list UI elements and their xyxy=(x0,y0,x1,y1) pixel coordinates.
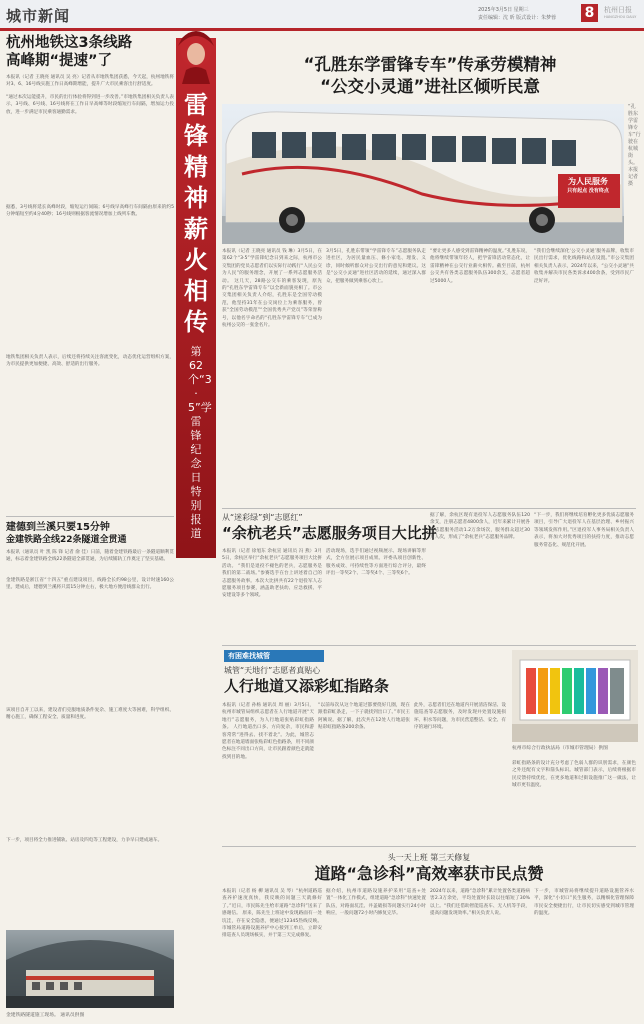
veteran-col-1-text: “我们是退役不褪色的老兵，志愿服务是我们的第二战场。”参赛选手在台上讲述着自己的志愿服务故事。本次大比拼共有22个退役军人志愿服务项目参赛，涵盖助老扶幼、应急救援、平安建设等多个领域。 xyxy=(222,563,322,599)
paper-name-cn: 杭州日报 xyxy=(604,6,632,14)
veteran-col-3: 据了解，余杭区现有退役军人志愿服务队伍120余支，注册志愿者4800余人，近年来累计开展各类志愿服务活动1.2万余场次，服务群众超过30万人次，形成了“余杭老兵”志愿服务品牌。 xyxy=(430,513,530,541)
veteran-byline: 本报讯（记者 徐旭东 余杭宣 通讯员 冯 燕）3月5日，余杭区举行“余杭老兵”志愿服务项目大比拼活动。 xyxy=(222,549,322,569)
rainbow-col-1-text: 人行地道出口多、方向复杂，市民和游客常常“进得去、找不着北”。为此，城管志愿者在地道墙面张贴彩虹色指路条，用不同颜色标注不同出口方向，让市民跟着颜色走就能找到目的地。 xyxy=(222,725,314,760)
banner-char: 相 xyxy=(184,277,208,305)
veteran-title: “余杭老兵”志愿服务项目大比拼 xyxy=(222,524,437,542)
banner-subtitle: 第62个“3·5”学雷锋纪念日特别报道 xyxy=(188,345,212,540)
rainbow-title: 人行地道又添彩虹指路条 xyxy=(224,677,390,695)
railway-headline-2: 金建铁路全线22条隧道全贯通 xyxy=(6,535,127,545)
bus-photo xyxy=(222,104,624,244)
divider xyxy=(222,846,636,847)
railway-article xyxy=(6,521,174,897)
subway-paragraph-1: “通过本次运能提升，市民的出行体验将得到进一步改善。”市地铁集团相关负责人表示，3号线、6号线、16号线将在工作日早高峰等时段缩短行车间隔，增加运力投放，进一步满足市民乘客通勤需求。 xyxy=(6,95,174,115)
bus-headline-2: “公交小灵通”进社区倾听民意 xyxy=(320,77,540,96)
bus-headline-1: “孔胜东学雷锋专车”传承劳模精神 xyxy=(303,55,557,74)
bus-col-1 xyxy=(222,248,322,504)
subway-article xyxy=(6,34,174,504)
veteran-kicker: 从“迷彩绿”到“志愿红” xyxy=(222,513,303,522)
bus-slogan xyxy=(558,176,618,195)
bus-slogan-1: 为人民服务 xyxy=(568,177,608,186)
railway-paragraph-3: 下一步，项目将全力推进铺轨、站房及四电等工程建设，力争早日建成通车。 xyxy=(6,838,163,843)
banner-char: 传 xyxy=(184,308,208,336)
bus-photo-caption: “孔胜东学雷锋专车”行驶在杭城街头。本报记者 摄 xyxy=(628,104,641,187)
subway-headline-1: 杭州地铁这3条线路 xyxy=(6,35,133,51)
banner-char: 神 xyxy=(184,184,208,212)
clinic-headline xyxy=(222,852,636,884)
rainbow-byline: 本报讯（记者 孙杨 通讯员 周 丽）3月5日，杭州市城管局组织志愿者在人行地道开展“天地行”志愿服务，为人行地道张贴彩虹指路条。 xyxy=(222,703,314,731)
banner-title xyxy=(176,90,216,338)
clinic-col-1 xyxy=(222,888,322,1018)
banner-char: 精 xyxy=(184,153,208,181)
clinic-kicker: 头一天上班 第三天修复 xyxy=(387,853,471,862)
banner-char: 火 xyxy=(184,246,208,274)
railway-byline: 本报讯（通讯员 叶 凯 陈 锋 记者 俞 佳）日前，随着金建铁路最后一条隧道顺利贯通，标志着金建铁路全线22条隧道全部贯通，为后续铺轨工作奠定了坚实基础。 xyxy=(6,550,174,563)
railway-paragraph-1: 金建铁路是浙江省“十四五”重点建设项目，线路全长约98公里，设计时速160公里。建成后，建德到兰溪将只需15分钟左右，极大地方便沿线群众出行。 xyxy=(6,578,174,591)
editor-line: 责任编辑：沈 昕 版式设计：朱梦蓉 xyxy=(478,15,557,21)
bus-col-1-text: 这几天，28路公交车的乘客发现，原先的“孔胜东学雷锋专车”以全新面貌亮相了。市公交集团相关负责人介绍，孔胜东是全国劳动模范，他坚持31年在公交岗位上为乘客服务，曾获“全国劳动模范”“全国优秀共产党员”等荣誉称号，以他名字命名的“孔胜东学雷锋专车”已成为杭州公交的一张金名片。 xyxy=(222,278,322,329)
railway-headline-1: 建德到兰溪只要15分钟 xyxy=(6,522,110,533)
rainbow-col-3: 此外，志愿者们还在地道内开展清洁保洁、设施巡查等志愿服务，及时发现并处置设施损坏、积水等问题，为市民营造整洁、安全、有序的通行环境。 xyxy=(414,703,506,731)
paper-name-en: HANGZHOU DAILY xyxy=(604,15,637,19)
paper-name xyxy=(604,5,636,20)
bus-col-3: “要让更多人感受到雷锋精神的温度。”孔胜东说，他将继续带领年轻人，把学雷锋活动常态化，让雷锋精神在公交行业薪火相传。截至目前，杭州公交共有各类志愿服务队伍300余支，志愿者超过5000人。 xyxy=(430,249,530,284)
rainbow-kicker: 城管“天地行”志愿者真贴心 xyxy=(224,666,321,675)
bus-col-2: 3月5日，孔胜东带领“学雷锋专车”志愿服务队走进社区，为居民量血压、修小家电、理发、义诊，同时倾听群众对公交出行的意见和建议。这是“公交小灵通”进社区活动的延续，通过深入群众，把服务做到乘客心坎上。 xyxy=(326,249,426,284)
veteran-col-1 xyxy=(222,548,322,642)
subway-paragraph-3: 地铁集团相关负责人表示，后续还将持续关注客流变化，动态优化运营组织方案，为市民提供更加便捷、高效、舒适的出行服务。 xyxy=(6,355,174,368)
railway-paragraph-2: 该项目自开工以来，建设者们克服地质条件复杂、施工难度大等困难，科学组织、精心施工，确保工程安全、质量和进度。 xyxy=(6,708,174,721)
rainbow-headline xyxy=(224,665,524,696)
clinic-col-4: 下一步，市城管局将继续提升道路设施管养水平，深化“小切口”民生服务，以精细化管理保障市民安全便捷出行，让市民切实感受到城市管理的温度。 xyxy=(534,889,634,917)
header-info xyxy=(478,6,556,22)
rainbow-col-1 xyxy=(222,702,314,842)
clinic-title: 道路“急诊科”高效率获市民点赞 xyxy=(314,864,544,883)
train-photo xyxy=(6,930,174,1008)
subway-headline-2: 高峰期“提速”了 xyxy=(6,53,113,69)
banner-char: 锋 xyxy=(184,122,208,150)
banner-char: 雷 xyxy=(184,91,208,119)
rainbow-photo-caption: 杭州市综合行政执法局（市城市管理局）供图 xyxy=(512,746,608,751)
divider xyxy=(6,516,174,517)
portrait-icon xyxy=(170,24,222,84)
section-label: 城市新闻 xyxy=(6,7,71,25)
banner-char: 薪 xyxy=(184,215,208,243)
subway-paragraph-2: 据悉，3号线将延长高峰时段，缩短运行间隔；6号线早高峰行车间隔由原来的约5分钟缩短至约4分40秒；16号线则根据客流情况增加上线列车数。 xyxy=(6,205,174,218)
rainbow-tag: 有困难找城管 xyxy=(224,650,324,662)
veteran-col-4: “下一步，我们将继续培育孵化更多优质志愿服务项目，引导广大退役军人在基层治理、乡村振兴等领域发挥作用。”区退役军人事务局相关负责人表示，将加大对优秀项目的扶持力度，推动志愿服务常态化、规范化开展。 xyxy=(534,513,634,548)
clinic-byline: 本报讯（记者 杨 柳 通讯员 吴 琴）“杭州道路巡查养护速度真快，我反映的问题三天就修好了。”近日，市民陈先生给市道路“急诊科”送来了感谢信。 xyxy=(222,889,322,917)
rainbow-sign-photo xyxy=(512,650,638,742)
bus-col-4: “我们会继续深化‘公交小灵通’服务品牌，收集市民出行需求，优化线路和站点设置。”市公交集团相关负责人表示，2024年以来，“公交小灵通”共收集并解决市民各类诉求400余条，受到市民广泛好评。 xyxy=(534,249,634,284)
clinic-col-2: 据介绍，杭州市道路设施养护采用“巡查+处置”一体化工作模式，组建道路“急诊科”快速处置队伍，对路面坑洼、井盖破损等问题实行24小时响应，一般问题72小时内修复完毕。 xyxy=(326,889,426,917)
rainbow-col-2: “以前每次从这个地道过都要绕好几圈，现在跟着彩虹条走，一下子就找到出口了。”市民王阿姨说。据了解，此次共在12处人行地道张贴彩虹指路条200余条。 xyxy=(318,703,410,731)
railway-photo-caption: 金建铁路隧道施工现场。 通讯员供图 xyxy=(6,1013,85,1018)
divider xyxy=(222,645,636,646)
subway-byline: 本报讯（记者 王晓亮 通讯员 吴 亮）记者从市地铁集团获悉，今天起，杭州地铁将对3、6、16号线实施工作日高峰期增能，提升广大市民乘客出行舒适度。 xyxy=(6,75,174,88)
divider xyxy=(222,508,636,509)
page-number: 8 xyxy=(581,4,598,22)
rainbow-side-text: 彩虹指路条的设计充分考虑了色弱人群的识别需求，在颜色之外还配有文字和箭头标识。城管部门表示，后续将根据市民反馈持续优化，在更多地道和过街设施推广这一做法，让城市更有温度。 xyxy=(512,761,636,789)
date-line: 2025年3月5日 星期三 xyxy=(478,7,529,13)
clinic-col-3: 2024年以来，道路“急诊科”累计处置各类道路病害2.3万余处，平均处置时长较以往缩短了30%以上。“我们还借助智能巡查车、无人机等手段，提高问题发现效率。”相关负责人说。 xyxy=(430,889,530,917)
bus-headline xyxy=(222,54,638,98)
clinic-col-1-text: 原来，陈先生上班途中发现路面有一处坑洼，存在安全隐患，便通过12345热线反映。市城管局道路设施养护中心接到工单后，立即安排巡查人员现场核实，并于第三天完成修复。 xyxy=(222,911,322,939)
veteran-col-2: 活动现场，选手们通过视频展示、现场讲解等形式，全方位展示项目成果。评委从项目创新性、服务成效、可持续性等方面进行综合评分，最终评出一等奖2个、二等奖4个、三等奖6个。 xyxy=(326,549,426,577)
bus-slogan-2: 只有起点 没有终点 xyxy=(567,188,609,194)
bus-byline: 本报讯（记者 王晓亮 通讯员 钱 琳）3月5日，在第62个“3·5”学雷锋纪念日到来之际，杭州市公交集团的党员志愿者们以实际行动践行“人民公交为人民”的服务理念，开展了一系列志愿服务活动。 xyxy=(222,249,322,284)
